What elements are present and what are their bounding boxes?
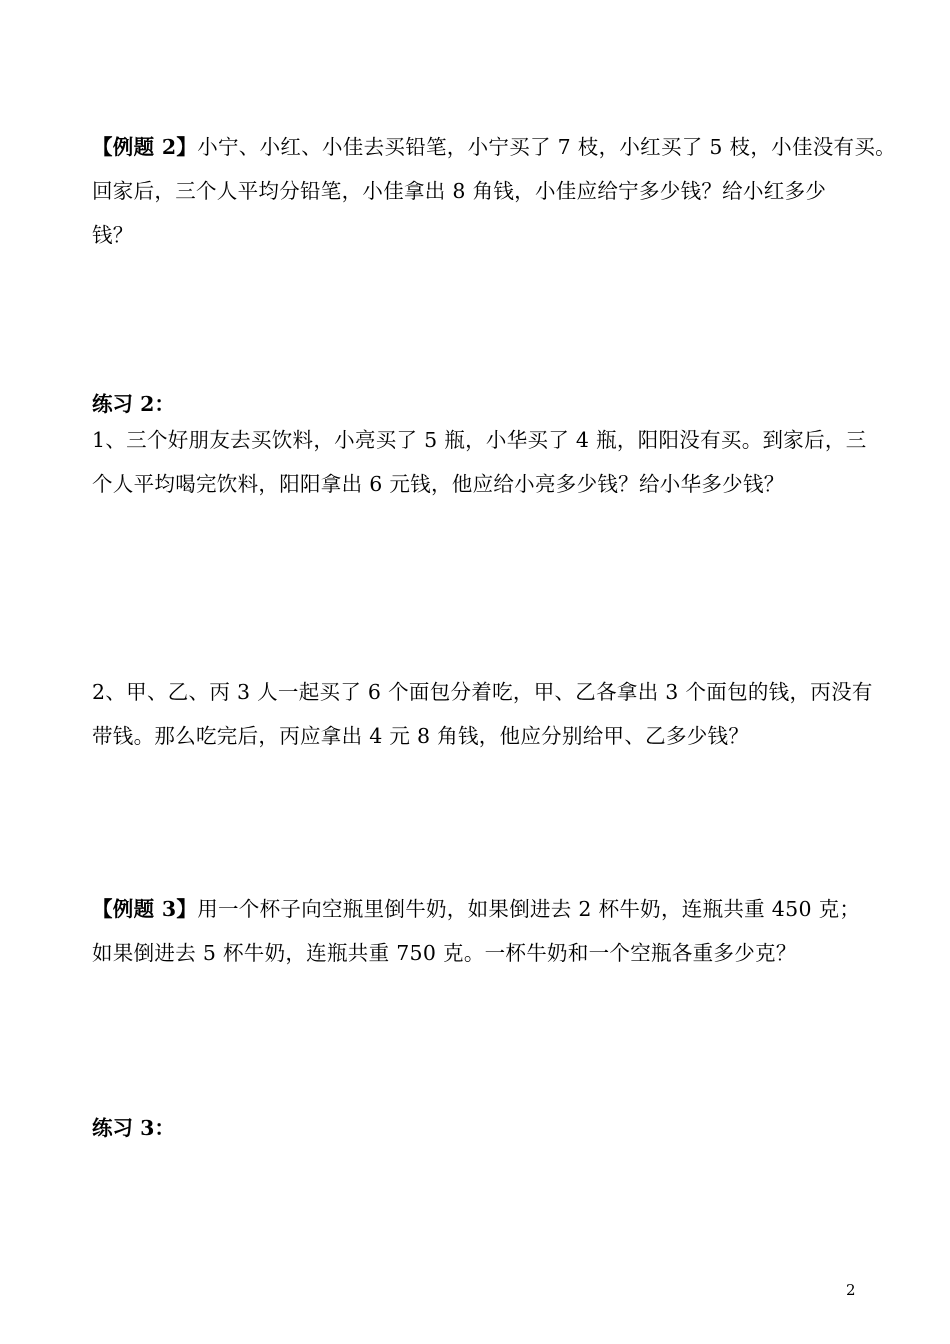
example-3-line-2: 如果倒进去 5 杯牛奶，连瓶共重 750 克。一杯牛奶和一个空瓶各重多少克？ (92, 941, 797, 965)
example-3-label: 【例题 3】 (92, 897, 198, 921)
practice-3-heading: 练习 3： (92, 1116, 175, 1140)
practice-2-q1-line-2: 个人平均喝完饮料，阳阳拿出 6 元钱，他应给小亮多少钱？给小华多少钱？ (92, 472, 785, 496)
practice-2-q2-line-2: 带钱。那么吃完后，丙应拿出 4 元 8 角钱，他应分别给甲、乙多少钱？ (92, 724, 750, 748)
page-number: 2 (846, 1281, 856, 1299)
practice-2-question-1 (92, 418, 867, 506)
example-3-problem (92, 887, 864, 975)
example-2-line-3: 钱？ (92, 223, 134, 247)
practice-2-question-2 (92, 670, 873, 758)
example-3-line-1 (92, 887, 864, 931)
practice-2-heading: 练习 2： (92, 392, 175, 416)
example-2-line-1 (92, 125, 896, 169)
example-2-label: 【例题 2】 (92, 135, 198, 159)
example-2-problem (92, 125, 896, 257)
practice-2-q1-line-1: 1、三个好朋友去买饮料，小亮买了 5 瓶，小华买了 4 瓶，阳阳没有买。到家后，三 (92, 428, 867, 452)
practice-2-q2-line-1: 2、甲、乙、丙 3 人一起买了 6 个面包分着吃，甲、乙各拿出 3 个面包的钱，丙没有 (92, 680, 873, 704)
example-2-text-1: 小宁、小红、小佳去买铅笔，小宁买了 7 枝，小红买了 5 枝，小佳没有买。 (197, 135, 896, 159)
example-2-line-2: 回家后，三个人平均分铅笔，小佳拿出 8 角钱，小佳应给宁多少钱？给小红多少 (92, 179, 827, 203)
example-3-text-1: 用一个杯子向空瓶里倒牛奶，如果倒进去 2 杯牛奶，连瓶共重 450 克； (197, 897, 861, 921)
